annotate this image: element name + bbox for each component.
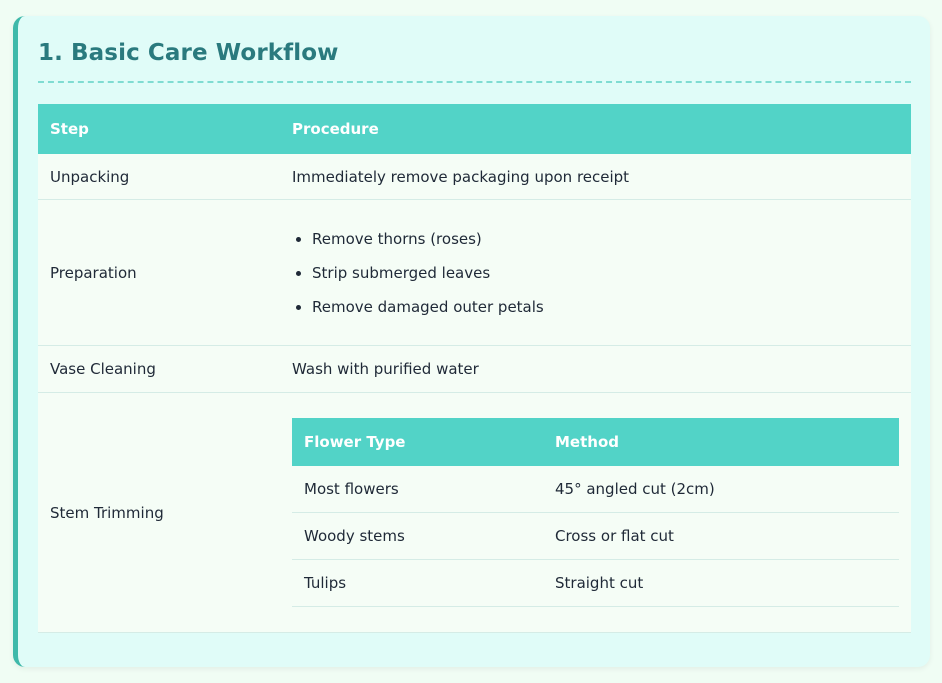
sub-table-row: [292, 466, 899, 513]
step-cell: Stem Trimming: [38, 393, 280, 633]
column-header-step: Step: [38, 104, 280, 154]
procedure-cell: [280, 393, 911, 633]
list-item: • Remove thorns (roses): [312, 222, 899, 256]
preparation-list: [292, 222, 899, 324]
flower-type-cell: Most flowers: [292, 466, 543, 513]
section-title: 1. Basic Care Workflow: [38, 40, 339, 66]
method-cell: 45° angled cut (2cm): [543, 466, 899, 513]
trimming-table: [292, 418, 899, 607]
sub-table-row: [292, 513, 899, 560]
title-divider: [38, 81, 911, 83]
table-row: [38, 346, 911, 393]
sub-table-row: [292, 560, 899, 607]
workflow-table: [38, 104, 911, 633]
header-row: [38, 104, 911, 154]
step-cell: Vase Cleaning: [38, 346, 280, 393]
table-row: [38, 154, 911, 200]
method-cell: Straight cut: [543, 560, 899, 607]
table-row: [38, 393, 911, 633]
column-header-procedure: Procedure: [280, 104, 911, 154]
step-cell: Preparation: [38, 200, 280, 346]
flower-type-cell: Tulips: [292, 560, 543, 607]
column-header-flower-type: Flower Type: [292, 418, 543, 466]
procedure-cell: Wash with purified water: [280, 346, 911, 393]
list-item: • Remove damaged outer petals: [312, 290, 899, 324]
table-row: [38, 200, 911, 346]
list-item: • Strip submerged leaves: [312, 256, 899, 290]
flower-type-cell: Woody stems: [292, 513, 543, 560]
step-cell: Unpacking: [38, 154, 280, 200]
procedure-cell: [280, 200, 911, 346]
care-workflow-card: [13, 16, 930, 667]
sub-header-row: [292, 418, 899, 466]
method-cell: Cross or flat cut: [543, 513, 899, 560]
column-header-method: Method: [543, 418, 899, 466]
procedure-cell: Immediately remove packaging upon receipt: [280, 154, 911, 200]
